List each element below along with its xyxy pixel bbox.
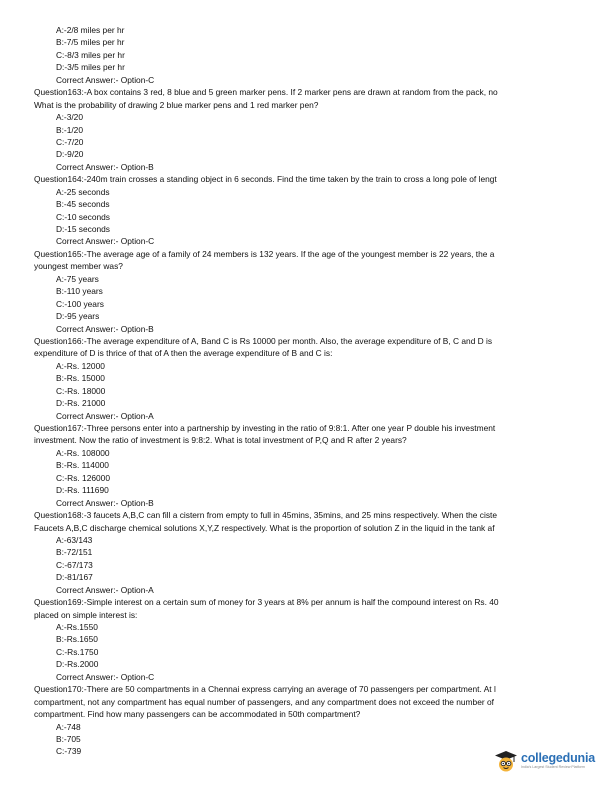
- question-text: Question164:-240m train crosses a standing object in 6 seconds. Find the time taken by the train to cross a long pole of lengt: [34, 174, 497, 185]
- correct-answer: Correct Answer:- Option-B: [56, 161, 154, 172]
- answer-option: C:-Rs.1750: [56, 646, 99, 657]
- answer-option: B:-110 years: [56, 286, 103, 297]
- answer-option: D:-15 seconds: [56, 224, 110, 234]
- answer-option: A:-Rs. 12000: [56, 360, 105, 371]
- question-text: investment. Now the ratio of investment is 9:8:2. What is total investment of P,Q and R after 2 years?: [34, 435, 407, 446]
- logo-tagline: India's Largest Student Review Platform: [521, 765, 585, 769]
- answer-option: B:-72/151: [56, 547, 93, 558]
- correct-answer: Correct Answer:- Option-A: [56, 410, 154, 421]
- graduate-mascot-icon: [494, 749, 518, 773]
- question-text: Question167:-Three persons enter into a partnership by investing in the ratio of 9:8:1. After one year P double his investment: [34, 423, 496, 433]
- question-list: [0, 24, 612, 758]
- answer-option: A:-25 seconds: [56, 186, 110, 197]
- answer-option: D:-81/167: [56, 572, 93, 583]
- question-text: Question165:-The average age of a family of 24 members is 132 years. If the age of the youngest member is 22 years, the a: [34, 248, 495, 259]
- question-text: Question170:-There are 50 compartments in a Chennai express carrying an average of 70 passengers per compartment. At l: [34, 684, 496, 695]
- answer-option: B:-Rs.1650: [56, 634, 98, 645]
- question-text: compartment, not any compartment has equal number of passengers, and any compartment does not exceed the number of: [34, 696, 494, 707]
- answer-option: A:-3/20: [56, 112, 84, 123]
- answer-option: C:-10 seconds: [56, 211, 110, 222]
- answer-option: A:-748: [56, 721, 81, 732]
- answer-option: D:-3/5 miles per hr: [56, 62, 125, 73]
- answer-option: C:-7/20: [56, 136, 84, 147]
- answer-option: A:-2/8 miles per hr: [56, 25, 125, 35]
- logo-name: collegedunia: [521, 751, 596, 765]
- answer-option: C:-8/3 miles per hr: [56, 49, 125, 60]
- answer-option: B:-1/20: [56, 124, 84, 135]
- answer-option: D:-Rs.2000: [56, 659, 99, 670]
- question-text: placed on simple interest is:: [34, 609, 138, 620]
- answer-option: D:-95 years: [56, 311, 100, 322]
- question-text: Question166:-The average expenditure of A, Band C is Rs 10000 per month. Also, the average expenditure of B, C and D is: [34, 335, 493, 346]
- question-text: Faucets A,B,C discharge chemical solutions X,Y,Z respectively. What is the proportion of solution Z in the liquid in the tank af: [34, 522, 495, 533]
- answer-option: B:-Rs. 15000: [56, 373, 105, 384]
- answer-option: C:-67/173: [56, 559, 93, 570]
- question-text: Question163:-A box contains 3 red, 8 blue and 5 green marker pens. If 2 marker pens are drawn at random from the pack, no: [34, 87, 498, 98]
- question-text: Question168:-3 faucets A,B,C can fill a cistern from empty to full in 45mins, 35mins, and 25 mins respectively. When the ciste: [34, 510, 498, 521]
- question-text: What is the probability of drawing 2 blue marker pens and 1 red marker pen?: [34, 99, 319, 110]
- collegedunia-logo: [494, 746, 598, 776]
- answer-option: A:-Rs. 108000: [56, 447, 110, 458]
- answer-option: B:-7/5 miles per hr: [56, 37, 125, 48]
- question-text: compartment. Find how many passengers can be accommodated in 50th compartment?: [34, 709, 361, 720]
- correct-answer: Correct Answer:- Option-C: [56, 74, 155, 85]
- question-text: expenditure of D is thrice of that of A then the average expenditure of B and C is:: [34, 348, 333, 359]
- answer-option: B:-45 seconds: [56, 199, 110, 210]
- answer-option: B:-Rs. 114000: [56, 460, 109, 471]
- correct-answer: Correct Answer:- Option-B: [56, 323, 154, 334]
- answer-option: A:-63/143: [56, 534, 93, 545]
- answer-option: C:-Rs. 18000: [56, 385, 106, 396]
- correct-answer: Correct Answer:- Option-C: [56, 671, 155, 682]
- answer-option: C:-739: [56, 746, 82, 757]
- answer-option: A:-Rs.1550: [56, 622, 98, 632]
- answer-option: D:-9/20: [56, 149, 84, 160]
- answer-option: D:-Rs. 111690: [56, 485, 109, 496]
- answer-option: B:-705: [56, 733, 81, 744]
- correct-answer: Correct Answer:- Option-C: [56, 236, 155, 247]
- correct-answer: Correct Answer:- Option-A: [56, 584, 154, 595]
- answer-option: C:-100 years: [56, 298, 104, 309]
- answer-option: A:-75 years: [56, 273, 99, 284]
- question-text: Question169:-Simple interest on a certain sum of money for 3 years at 8% per annum is half the compound interest on Rs. 40: [34, 597, 499, 608]
- answer-option: D:-Rs. 21000: [56, 398, 106, 409]
- question-text: youngest member was?: [34, 261, 123, 272]
- correct-answer: Correct Answer:- Option-B: [56, 497, 154, 508]
- answer-option: C:-Rs. 126000: [56, 472, 110, 483]
